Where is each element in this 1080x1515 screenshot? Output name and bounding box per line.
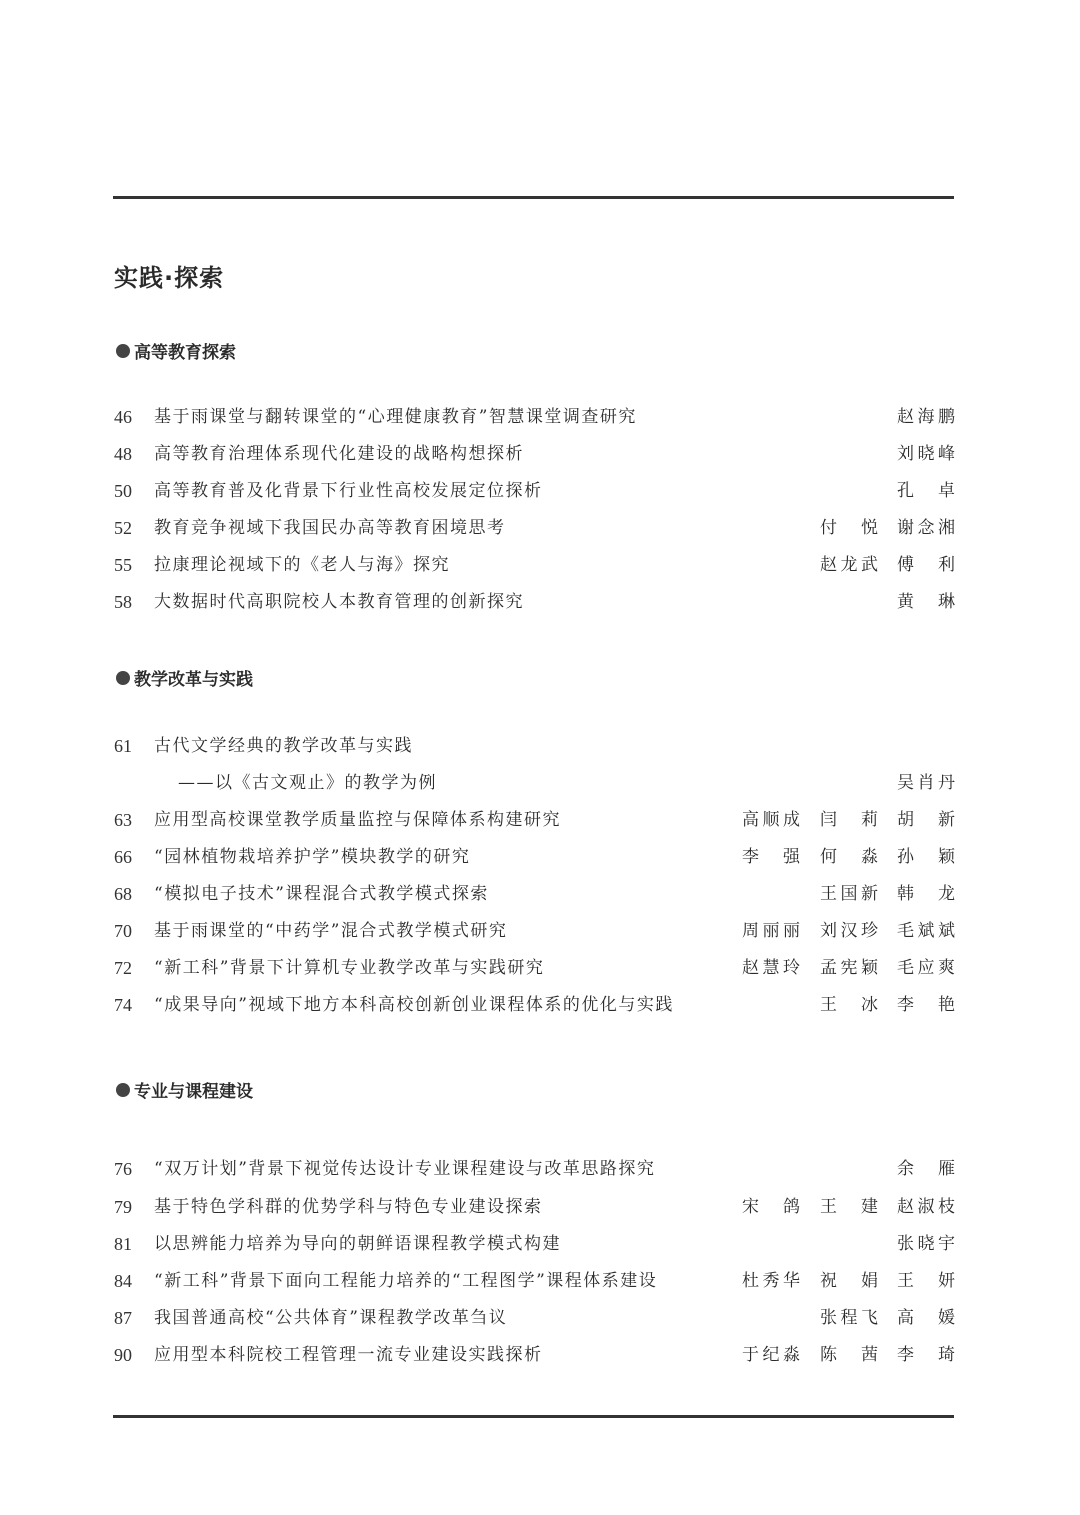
toc-entry[interactable] [0,879,1080,909]
author: 孙颖 [897,847,955,867]
author: 孟宪颖 [820,958,878,978]
toc-entry[interactable] [0,439,1080,469]
toc-entry[interactable] [0,476,1080,506]
section-heading [116,665,253,690]
article-title: 基于特色学科群的优势学科与特色专业建设探索 [154,1197,543,1217]
toc-entry[interactable] [0,550,1080,580]
article-title: 古代文学经典的教学改革与实践 [154,736,413,756]
bullet-icon [116,344,130,358]
page-number: 63 [114,810,132,830]
page-number: 46 [114,407,132,427]
article-title: 以思辨能力培养为导向的朝鲜语课程教学模式构建 [154,1234,561,1254]
article-title: “双万计划”背景下视觉传达设计专业课程建设与改革思路探究 [154,1159,656,1179]
article-title: 拉康理论视域下的《老人与海》探究 [154,555,450,575]
author: 祝娟 [820,1271,878,1291]
toc-entry[interactable] [0,916,1080,946]
toc-entry[interactable] [0,1154,1080,1184]
article-subtitle: ——以《古文观止》的教学为例 [178,773,437,793]
page-number: 58 [114,592,132,612]
toc-entry-subtitle-line[interactable] [0,768,1080,798]
page-number: 68 [114,884,132,904]
author: 周丽丽 [742,921,800,941]
author: 何淼 [820,847,878,867]
author: 傅利 [897,555,955,575]
page-number: 84 [114,1271,132,1291]
toc-entry[interactable] [0,953,1080,983]
page-number: 48 [114,444,132,464]
section-heading [116,1077,253,1102]
section-heading-label: 高等教育探索 [134,343,236,363]
section-heading [116,338,236,363]
author: 杜秀华 [742,1271,800,1291]
toc-entry[interactable] [0,1229,1080,1259]
author: 刘晓峰 [897,444,955,464]
article-title: 基于雨课堂的“中药学”混合式教学模式研究 [154,921,508,941]
author: 张晓宇 [897,1234,955,1254]
article-title: 大数据时代高职院校人本教育管理的创新探究 [154,592,524,612]
article-title: “新工科”背景下面向工程能力培养的“工程图学”课程体系建设 [154,1271,658,1291]
page-title: 实践·探索 [114,264,225,292]
article-title: 应用型高校课堂教学质量监控与保障体系构建研究 [154,810,561,830]
toc-entry[interactable] [0,513,1080,543]
article-title: “园林植物栽培养护学”模块教学的研究 [154,847,471,867]
page-number: 76 [114,1159,132,1179]
author: 赵淑枝 [897,1197,955,1217]
page-number: 87 [114,1308,132,1328]
author: 余雁 [897,1159,955,1179]
article-title: 高等教育普及化背景下行业性高校发展定位探析 [154,481,543,501]
page-number: 90 [114,1345,132,1365]
author: 李艳 [897,995,955,1015]
author: 宋鸽 [742,1197,800,1217]
page-number: 61 [114,736,132,756]
author: 王冰 [820,995,878,1015]
toc-entry[interactable] [0,842,1080,872]
page-number: 66 [114,847,132,867]
author: 陈茜 [820,1345,878,1365]
article-title: “成果导向”视域下地方本科高校创新创业课程体系的优化与实践 [154,995,674,1015]
toc-entry[interactable] [0,1266,1080,1296]
article-title: 教育竞争视域下我国民办高等教育困境思考 [154,518,506,538]
article-title: 高等教育治理体系现代化建设的战略构想探析 [154,444,524,464]
article-title: 基于雨课堂与翻转课堂的“心理健康教育”智慧课堂调查研究 [154,407,637,427]
author: 于纪淼 [742,1345,800,1365]
page-number: 70 [114,921,132,941]
author: 赵海鹏 [897,407,955,427]
author: 毛应爽 [897,958,955,978]
page-number: 55 [114,555,132,575]
page-number: 52 [114,518,132,538]
author: 王妍 [897,1271,955,1291]
author: 黄琳 [897,592,955,612]
author: 王国新 [820,884,878,904]
author: 胡新 [897,810,955,830]
toc-entry[interactable] [0,805,1080,835]
page-number: 81 [114,1234,132,1254]
author: 闫莉 [820,810,878,830]
bullet-icon [116,671,130,685]
author: 赵龙武 [820,555,878,575]
author: 高顺成 [742,810,800,830]
bullet-icon [116,1083,130,1097]
author: 韩龙 [897,884,955,904]
author: 孔卓 [897,481,955,501]
author: 高媛 [897,1308,955,1328]
toc-entry[interactable] [0,587,1080,617]
author: 吴肖丹 [897,773,955,793]
page-number: 50 [114,481,132,501]
author: 付悦 [820,518,878,538]
toc-entry[interactable] [0,990,1080,1020]
author: 王建 [820,1197,878,1217]
section-heading-label: 教学改革与实践 [134,670,253,690]
page-number: 74 [114,995,132,1015]
author: 赵慧玲 [742,958,800,978]
article-title: “新工科”背景下计算机专业教学改革与实践研究 [154,958,545,978]
top-rule [113,196,954,199]
section-heading-label: 专业与课程建设 [134,1082,253,1102]
author: 李强 [742,847,800,867]
article-title: 应用型本科院校工程管理一流专业建设实践探析 [154,1345,543,1365]
toc-entry[interactable] [0,731,1080,761]
author: 毛斌斌 [897,921,955,941]
page-number: 72 [114,958,132,978]
toc-entry[interactable] [0,1303,1080,1333]
author: 张程飞 [820,1308,878,1328]
toc-entry[interactable] [0,402,1080,432]
article-title: 我国普通高校“公共体育”课程教学改革刍议 [154,1308,508,1328]
article-title: “模拟电子技术”课程混合式教学模式探索 [154,884,489,904]
toc-entry[interactable] [0,1192,1080,1222]
page-number: 79 [114,1197,132,1217]
author: 李琦 [897,1345,955,1365]
author: 刘汉珍 [820,921,878,941]
bottom-rule [113,1415,954,1418]
author: 谢念湘 [897,518,955,538]
toc-entry[interactable] [0,1340,1080,1370]
